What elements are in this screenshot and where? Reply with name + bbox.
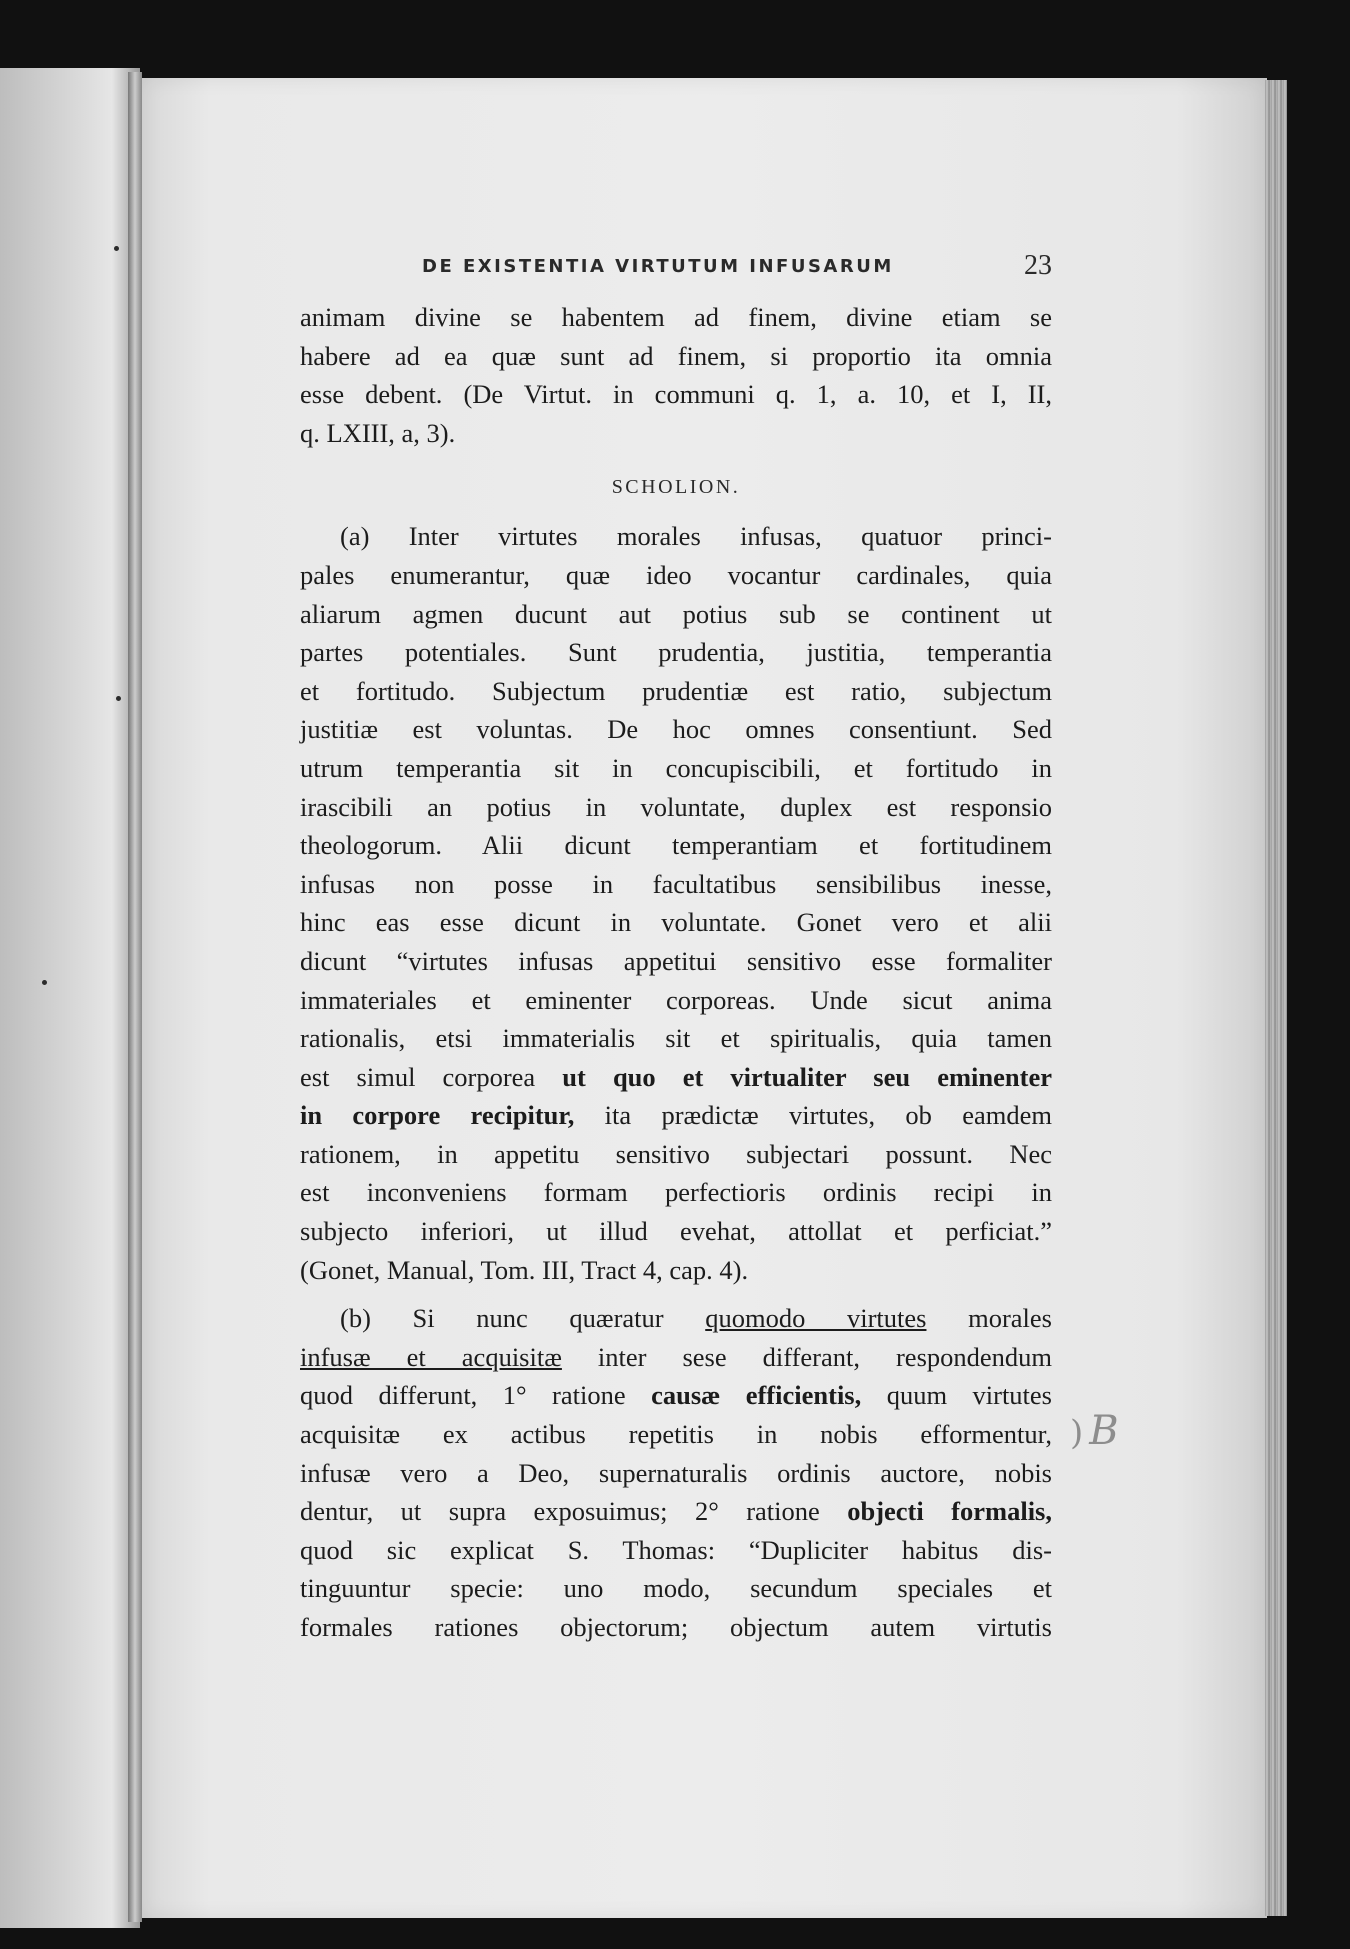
text-line: utrum temperantia sit in concupiscibili, et fortitudo in xyxy=(300,752,1052,783)
bold-phrase: causæ efficientis, xyxy=(651,1380,862,1411)
text-line: est inconveniens formam perfectioris ordinis recipi in xyxy=(300,1177,1052,1208)
text-line: esse debent. (De Virtut. in communi q. 1, a. 10, et I, II, xyxy=(300,379,1052,410)
scan-speck xyxy=(116,696,121,701)
opening-paragraph xyxy=(300,298,1052,452)
text-line: infusæ et acquisitæ inter sese differant, respondendum xyxy=(300,1341,1053,1372)
margin-letter: B xyxy=(1089,1408,1119,1454)
text-line: theologorum. Alii dicunt temperantiam et fortitudinem xyxy=(300,830,1052,861)
text-line: (Gonet, Manual, Tom. III, Tract 4, cap. 4). xyxy=(300,1254,749,1285)
text-line: quod sic explicat S. Thomas: “Dupliciter habitus dis- xyxy=(300,1534,1052,1565)
pencil-bracket: ) xyxy=(1070,1413,1084,1453)
bold-phrase: in corpore recipitur, xyxy=(300,1100,575,1131)
text-line: formales rationes objectorum; objectum autem virtutis xyxy=(300,1612,1052,1642)
text-line: partes potentiales. Sunt prudentia, justitia, temperantia xyxy=(300,637,1052,668)
pencil-margin-mark xyxy=(1070,1408,1119,1454)
text-line: pales enumerantur, quæ ideo vocantur cardinales, quia xyxy=(300,559,1052,590)
text-line: hinc eas esse dicunt in voluntate. Gonet vero et alii xyxy=(300,907,1052,938)
gutter-shadow xyxy=(128,72,142,1922)
paragraph-b xyxy=(300,1299,1052,1646)
text-line: rationalis, etsi immaterialis sit et spiritualis, quia tamen xyxy=(300,1023,1052,1054)
section-heading: SCHOLION. xyxy=(611,476,741,499)
text-line: et fortitudo. Subjectum prudentiæ est ratio, subjectum xyxy=(300,675,1052,706)
text-line: immateriales et eminenter corporeas. Unde sicut anima xyxy=(300,984,1052,1015)
running-head xyxy=(300,250,1052,290)
text-line: justitiæ est voluntas. De hoc omnes consentiunt. Sed xyxy=(300,714,1052,745)
text-line-emphasis: dentur, ut supra exposuimus; 2° ratione objecti formalis, xyxy=(300,1496,1052,1527)
text-line: tinguuntur specie: uno modo, secundum speciales et xyxy=(300,1573,1052,1604)
text-line: irascibili an potius in voluntate, duplex est responsio xyxy=(300,791,1052,822)
bold-phrase: objecti formalis, xyxy=(847,1496,1052,1527)
text-line: aliarum agmen ducunt aut potius sub se continent ut xyxy=(300,598,1052,629)
text-line-emphasis: est simul corporea ut quo et virtualiter seu eminenter xyxy=(300,1061,1052,1092)
page-text xyxy=(300,250,1052,1647)
bold-phrase: ut quo et virtualiter seu eminenter xyxy=(562,1061,1052,1092)
underlined-phrase: infusæ et acquisitæ xyxy=(300,1341,562,1372)
page-number: 23 xyxy=(1024,250,1052,281)
paragraph-a xyxy=(300,517,1052,1289)
facing-page-edge xyxy=(0,68,140,1928)
text-line: acquisitæ ex actibus repetitis in nobis efformentur, xyxy=(300,1419,1052,1450)
text-line: dicunt “virtutes infusas appetitui sensitivo esse formaliter xyxy=(300,945,1052,976)
scan-speck xyxy=(114,246,119,251)
text-line: (a) Inter virtutes morales infusas, quatuor princi- xyxy=(340,521,1052,552)
text-line: infusas non posse in facultatibus sensibilibus inesse, xyxy=(300,868,1052,899)
text-line: rationem, in appetitu sensitivo subjectari possunt. Nec xyxy=(300,1138,1052,1169)
text-line: q. LXIII, a, 3). xyxy=(300,417,456,448)
page-fore-edge xyxy=(1265,80,1287,1916)
running-title: DE EXISTENTIA VIRTUTUM INFUSARUM xyxy=(422,256,894,277)
text-line: infusæ vero a Deo, supernaturalis ordinis auctore, nobis xyxy=(300,1457,1052,1488)
text-line: subjecto inferiori, ut illud evehat, attollat et perficiat.” xyxy=(300,1216,1052,1247)
text-line-emphasis: quod differunt, 1° ratione causæ efficientis, quum virtutes xyxy=(300,1380,1052,1411)
text-line: animam divine se habentem ad finem, divine etiam se xyxy=(300,302,1052,332)
text-line-emphasis: in corpore recipitur, ita prædictæ virtutes, ob eamdem xyxy=(300,1100,1052,1131)
text-line: (b) Si nunc quæratur quomodo virtutes morales xyxy=(340,1303,1052,1334)
underlined-phrase: quomodo virtutes xyxy=(705,1303,927,1334)
text-line: habere ad ea quæ sunt ad finem, si proportio ita omnia xyxy=(300,340,1052,371)
scan-speck xyxy=(42,980,47,985)
